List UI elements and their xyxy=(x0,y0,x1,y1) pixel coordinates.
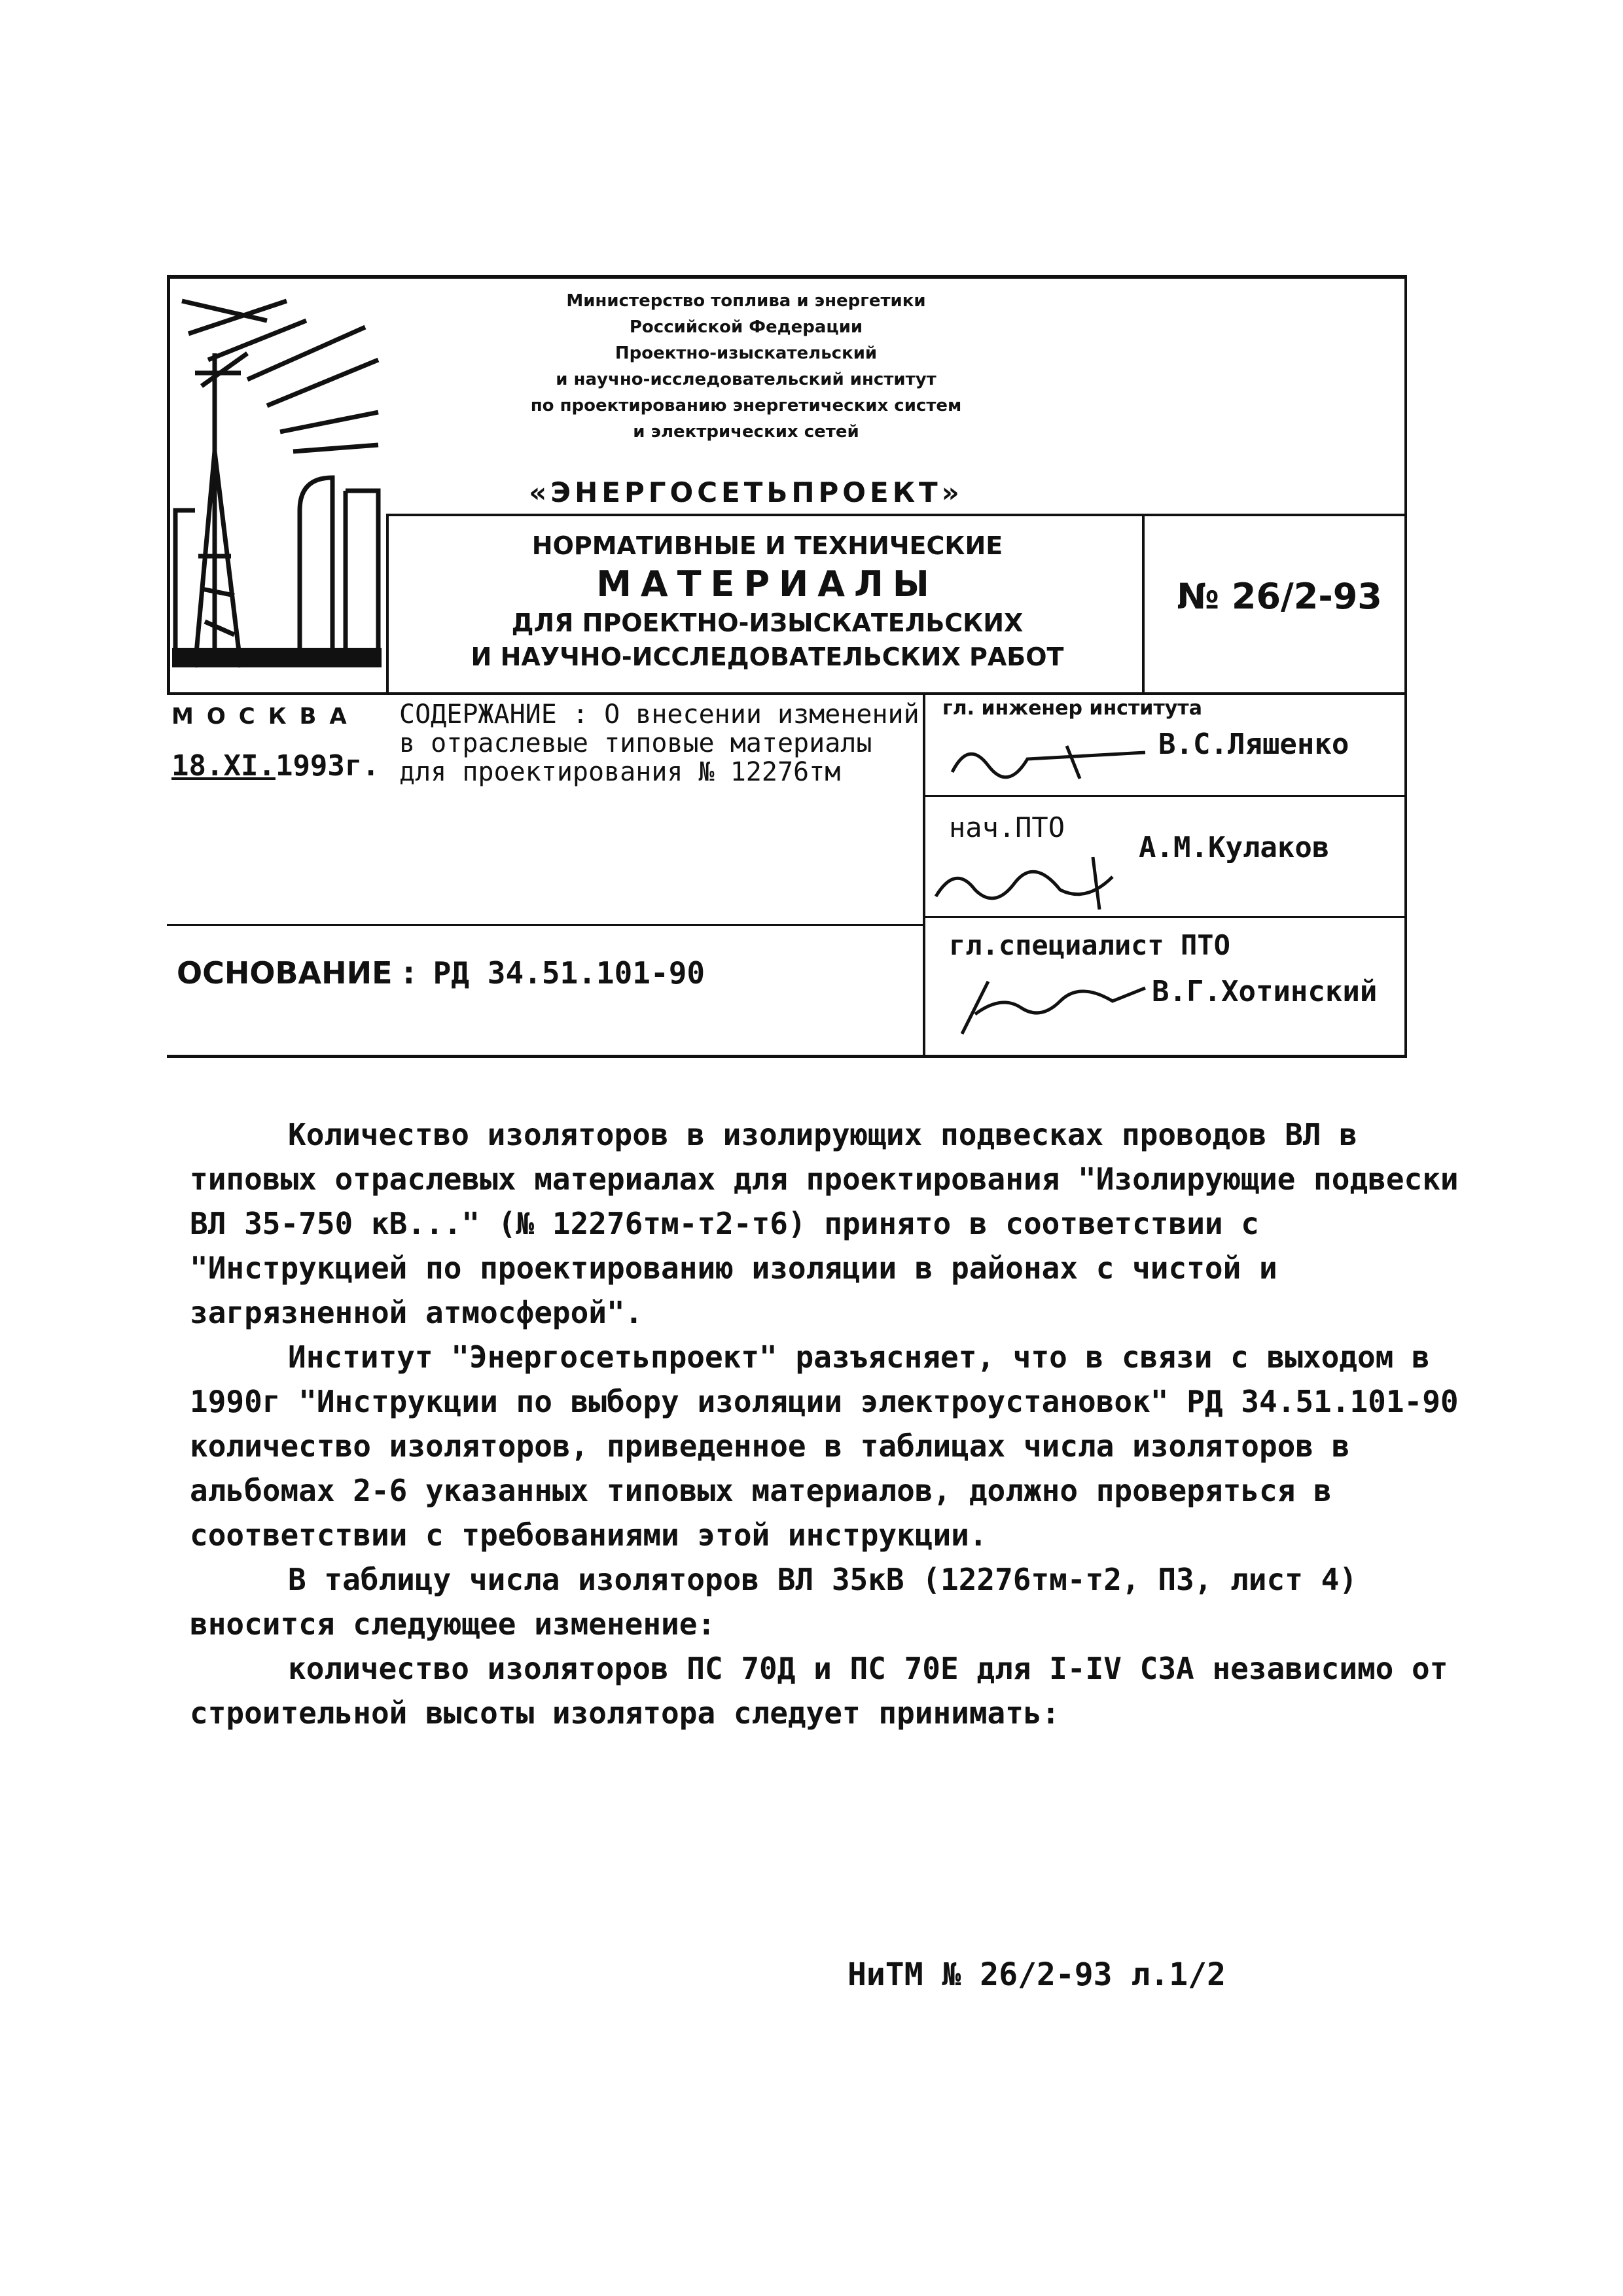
contents-text: О внесении изменений в отраслевые типовые материалы для проектирования № 12276тм xyxy=(399,699,919,787)
contents-field xyxy=(399,700,923,786)
issue-date xyxy=(171,749,380,783)
page-footer: НиТМ № 26/2-93 л.1/2 xyxy=(847,1956,1226,1993)
signatory-specialist-name xyxy=(1152,975,1377,1008)
document-number: № 26/2-93 xyxy=(1177,576,1382,617)
ministry-line: и научно-исследовательский институт xyxy=(556,370,936,389)
signature-scrawl-icon xyxy=(929,851,1145,916)
row-divider-basis xyxy=(167,924,925,926)
institute-logo-icon xyxy=(169,281,385,674)
ministry-line: Министерство топлива и энергетики xyxy=(566,291,926,311)
ministry-line: Российской Федерации xyxy=(629,317,863,337)
paragraph-3: В таблицу числа изоляторов ВЛ 35кВ (12276тм-т2, ПЗ, лист 4) вносится следующее изменение: xyxy=(190,1562,1357,1642)
letter-body xyxy=(190,1112,1492,1735)
signatory-role: гл. инженер института xyxy=(942,697,1202,720)
series-title xyxy=(393,529,1142,674)
series-line: НОРМАТИВНЫЕ И ТЕХНИЧЕСКИЕ xyxy=(531,531,1003,560)
signatory-specialist xyxy=(949,929,1407,961)
frame-top xyxy=(167,275,1407,279)
basis-label: ОСНОВАНИЕ : xyxy=(177,955,415,991)
date-year: 1993г. xyxy=(275,749,380,783)
signatory-head-pto-name xyxy=(1139,831,1329,864)
ministry-line: Проектно-изыскательский xyxy=(615,344,878,363)
series-box-top xyxy=(386,514,1407,516)
series-line: МАТЕРИАЛЫ xyxy=(596,563,938,605)
signature-column-left xyxy=(923,692,925,1057)
basis-value: РД 34.51.101-90 xyxy=(433,955,705,991)
sig-divider-1 xyxy=(923,795,1407,797)
basis-field xyxy=(177,955,705,991)
paragraph-4: количество изоляторов ПС 70Д и ПС 70Е для I-IV СЗА независимо от строительной высоты изолятора следует принимать: xyxy=(190,1651,1448,1731)
series-line: ДЛЯ ПРОЕКТНО-ИЗЫСКАТЕЛЬСКИХ xyxy=(511,609,1024,637)
date-day: 18.XI. xyxy=(171,749,276,783)
number-box-left xyxy=(1142,514,1145,694)
paragraph-1: Количество изоляторов в изолирующих подвесках проводов ВЛ в типовых отраслевых материалах для проектирования "Изолирующие подвески ВЛ 35-750 кВ..." (№ 12276тм-т2-т6) принято в соответствии с "Инструкцией по проектированию изоляции в районах с чистой и загрязненной атмосферой". xyxy=(190,1117,1459,1330)
organization-name: «ЭНЕРГОСЕТЬПРОЕКТ» xyxy=(529,476,963,508)
signature-scrawl-icon xyxy=(949,733,1165,792)
signatory-role: гл.специалист ПТО xyxy=(949,929,1230,961)
series-box-left xyxy=(386,514,389,694)
ministry-heading xyxy=(419,288,1073,445)
paragraph-2: Институт "Энергосетьпроект" разъясняет, что в связи с выходом в 1990г "Инструкции по выбору изоляции электроустановок" РД 34.51.101-90 количество изоляторов, приведенное в таблицах числа изоляторов в альбомах 2-6 указанных типовых материалов, должно проверяться в соответствии с требованиями этой инструкции. xyxy=(190,1339,1459,1553)
ministry-line: по проектированию энергетических систем xyxy=(530,396,962,415)
signature-scrawl-icon xyxy=(949,968,1152,1040)
row-divider-1 xyxy=(167,692,1407,695)
sig-divider-2 xyxy=(923,916,1407,918)
city: МОСКВА xyxy=(171,703,360,730)
signatory-role: нач.ПТО xyxy=(949,811,1065,843)
signatory-name: А.М.Кулаков xyxy=(1139,831,1330,864)
ministry-line: и электрических сетей xyxy=(633,422,859,442)
contents-label: СОДЕРЖАНИЕ : xyxy=(399,699,588,730)
series-line: И НАУЧНО-ИССЛЕДОВАТЕЛЬСКИХ РАБОТ xyxy=(471,643,1064,671)
signatory-name: В.С.Ляшенко xyxy=(1158,728,1349,761)
signatory-name: В.Г.Хотинский xyxy=(1152,975,1378,1008)
frame-bottom xyxy=(167,1055,1407,1058)
